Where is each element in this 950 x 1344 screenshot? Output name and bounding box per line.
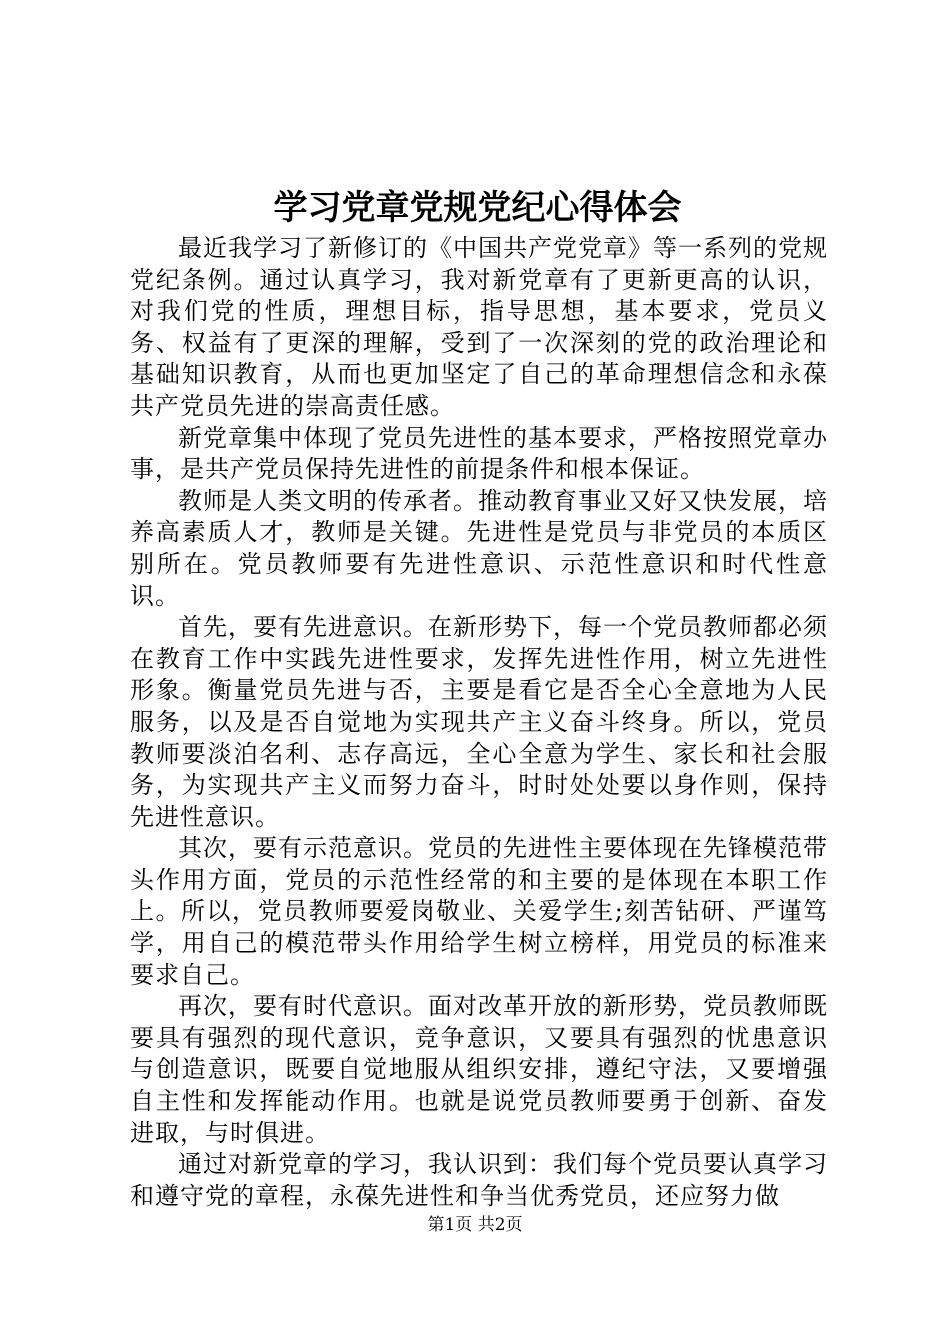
- paragraph-5: 其次，要有示范意识。党员的先进性主要体现在先锋模范带头作用方面，党员的示范性经常的和主要的是体现在本职工作上。所以，党员教师要爱岗敬业、关爱学生;刻苦钻研、严谨笃学，用自己的模范带头作用给学生树立榜样，用党员的标准来要求自己。: [130, 834, 828, 989]
- page-footer: 第1页 共2页: [427, 1215, 523, 1235]
- paragraph-4: 首先，要有先进意识。在新形势下，每一个党员教师都必须在教育工作中实践先进性要求，发挥先进性作用，树立先进性形象。衡量党员先进与否，主要是看它是否全心全意地为人民服务，以及是否自觉地为实现共产主义奋斗终身。所以，党员教师要淡泊名利、志存高远，全心全意为学生、家长和社会服务，为实现共产主义而努力奋斗，时时处处要以身作则，保持先进性意识。: [130, 613, 828, 831]
- paragraph-6: 再次，要有时代意识。面对改革开放的新形势，党员教师既要具有强烈的现代意识，竞争意识，又要具有强烈的忧患意识与创造意识，既要自觉地服从组织安排，遵纪守法，又要增强自主性和发挥能动作用。也就是说党员教师要勇于创新、奋发进取，与时俱进。: [130, 992, 828, 1147]
- paragraph-1: 最近我学习了新修订的《中国共产党党章》等一系列的党规党纪条例。通过认真学习，我对新党章有了更新更高的认识，对我们党的性质，理想目标，指导思想，基本要求，党员义务、权益有了更深的理解，受到了一次深刻的党的政治理论和基础知识教育，从而也更加坚定了自己的革命理想信念和永葆共产党员先进的崇高责任感。: [130, 234, 828, 420]
- paragraph-3: 教师是人类文明的传承者。推动教育事业又好又快发展，培养高素质人才，教师是关键。先进性是党员与非党员的本质区别所在。党员教师要有先进性意识、示范性意识和时代性意识。: [130, 486, 828, 610]
- document-body: [130, 233, 828, 1212]
- paragraph-2: 新党章集中体现了党员先进性的基本要求，严格按照党章办事，是共产党员保持先进性的前提条件和根本保证。: [130, 423, 828, 484]
- paragraph-7: 通过对新党章的学习，我认识到：我们每个党员要认真学习和遵守党的章程，永葆先进性和争当优秀党员，还应努力做: [130, 1150, 828, 1210]
- document-title: 学习党章党规党纪心得体会: [273, 188, 682, 228]
